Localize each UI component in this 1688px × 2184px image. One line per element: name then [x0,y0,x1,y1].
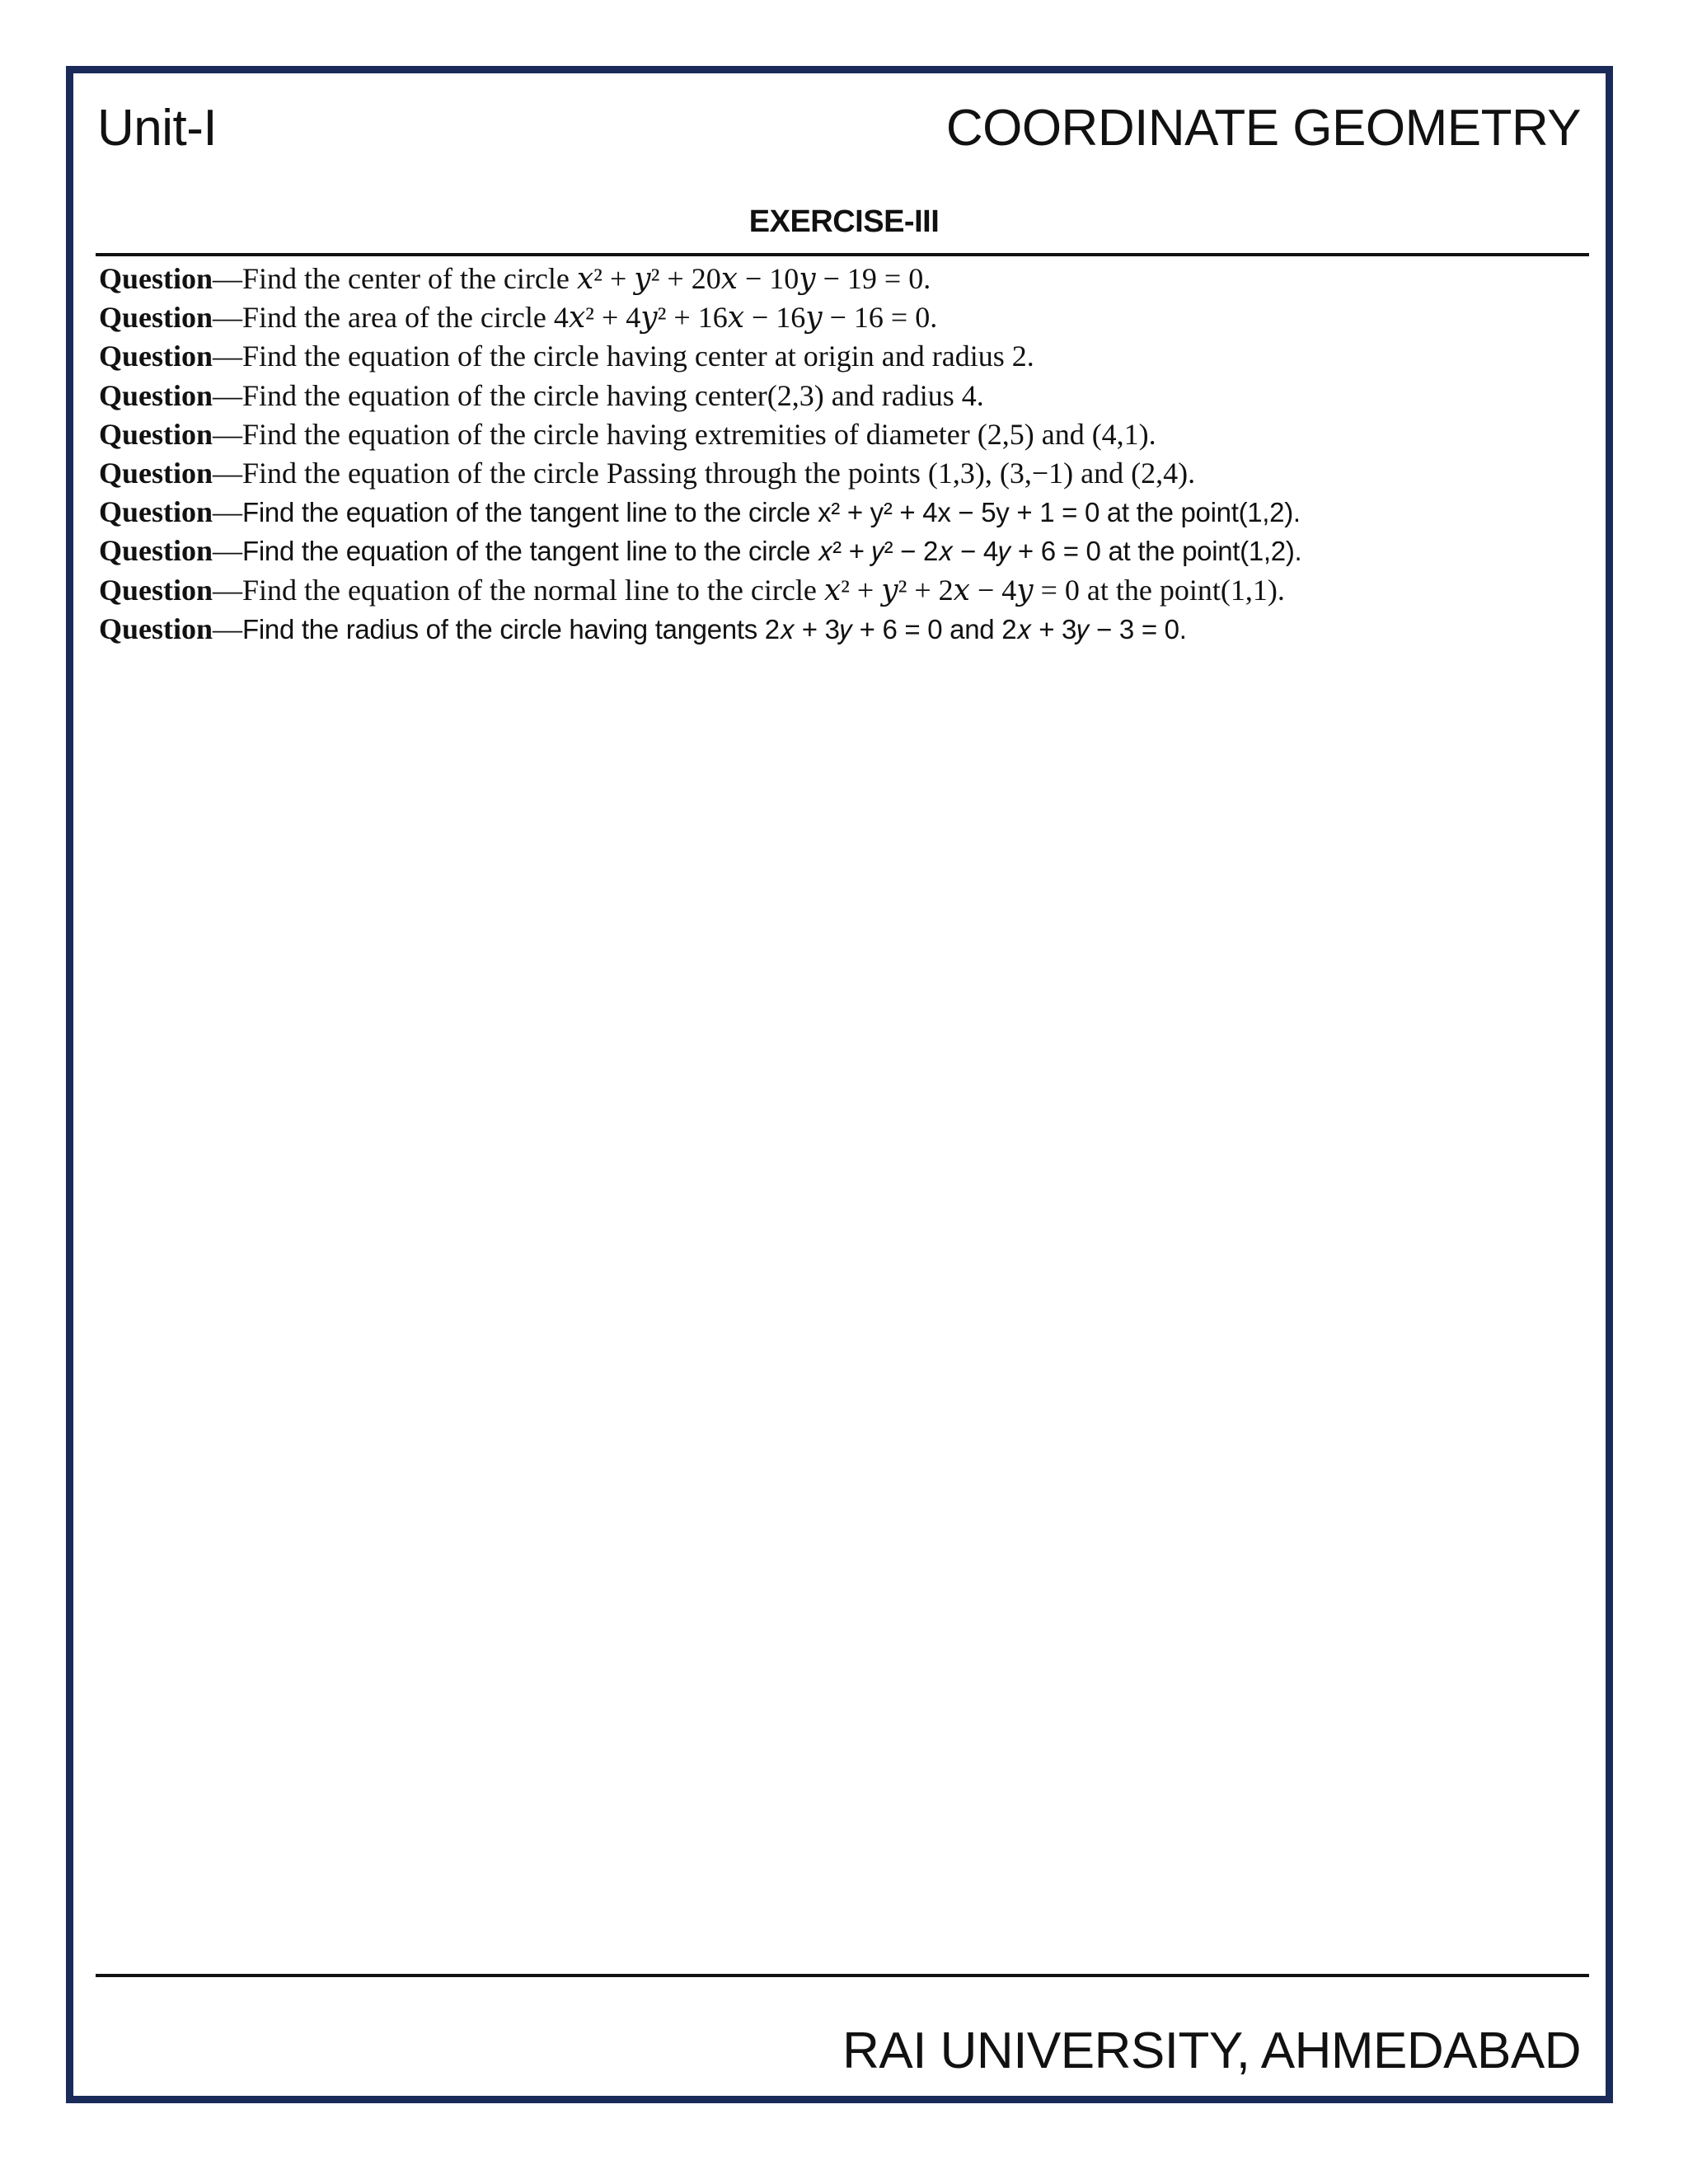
question-separator: — [213,262,243,295]
question-item [99,260,1599,298]
question-separator: — [213,612,243,645]
institution-footer: RAI UNIVERSITY, AHMEDABAD [842,2022,1581,2079]
question-separator: — [213,378,243,412]
question-item [99,571,1599,610]
question-separator: — [213,573,243,607]
question-list [99,260,1599,649]
question-item [99,298,1599,337]
question-label: Question [99,340,213,373]
question-item [99,337,1599,376]
question-separator: — [213,456,243,490]
question-label: Question [99,612,213,645]
question-label: Question [99,378,213,412]
question-text: Find the equation of the circle having center(2,3) and radius 4. [242,378,984,412]
question-separator: — [213,301,243,335]
question-item [99,377,1599,415]
exercise-heading: EXERCISE-III [748,204,940,239]
question-label: Question [99,573,213,607]
question-label: Question [99,417,213,451]
question-separator: — [213,340,243,373]
question-text: Find the equation of the circle having extremities of diameter (2,5) and (4,1). [242,417,1156,451]
question-label: Question [99,301,213,335]
question-text: Find the area of the circle 4𝑥² + 4𝑦² + 16𝑥 − 16𝑦 − 16 = 0. [242,301,938,335]
question-separator: — [213,417,243,451]
question-text: Find the center of the circle 𝑥² + 𝑦² + 20𝑥 − 10𝑦 − 19 = 0. [242,262,931,295]
question-separator: — [213,495,243,529]
question-text: Find the equation of the normal line to the circle 𝑥² + 𝑦² + 2𝑥 − 4𝑦 = 0 at the point(1,1). [242,573,1285,607]
question-text: Find the equation of the tangent line to the circle 𝑥² + 𝑦² − 2𝑥 − 4𝑦 + 6 = 0 at the point(1,2). [242,536,1302,567]
question-label: Question [99,534,213,568]
question-item [99,610,1599,649]
question-label: Question [99,262,213,295]
question-item [99,532,1599,570]
question-text: Find the equation of the circle having center at origin and radius 2. [242,340,1034,373]
question-text: Find the equation of the tangent line to the circle x² + y² + 4x − 5y + 1 = 0 at the point(1,2). [242,497,1301,528]
question-separator: — [213,534,243,568]
question-text: Find the equation of the circle Passing through the points (1,3), (3,−1) and (2,4). [242,456,1196,490]
question-item [99,493,1599,532]
question-label: Question [99,456,213,490]
question-label: Question [99,495,213,529]
question-item [99,454,1599,493]
bottom-divider [96,1974,1589,1977]
subject-title: COORDINATE GEOMETRY [945,100,1581,157]
question-item [99,415,1599,454]
top-divider [96,253,1589,256]
question-text: Find the radius of the circle having tangents 2𝑥 + 3𝑦 + 6 = 0 and 2𝑥 + 3𝑦 − 3 = 0. [242,613,1187,644]
unit-label: Unit-I [97,100,218,157]
